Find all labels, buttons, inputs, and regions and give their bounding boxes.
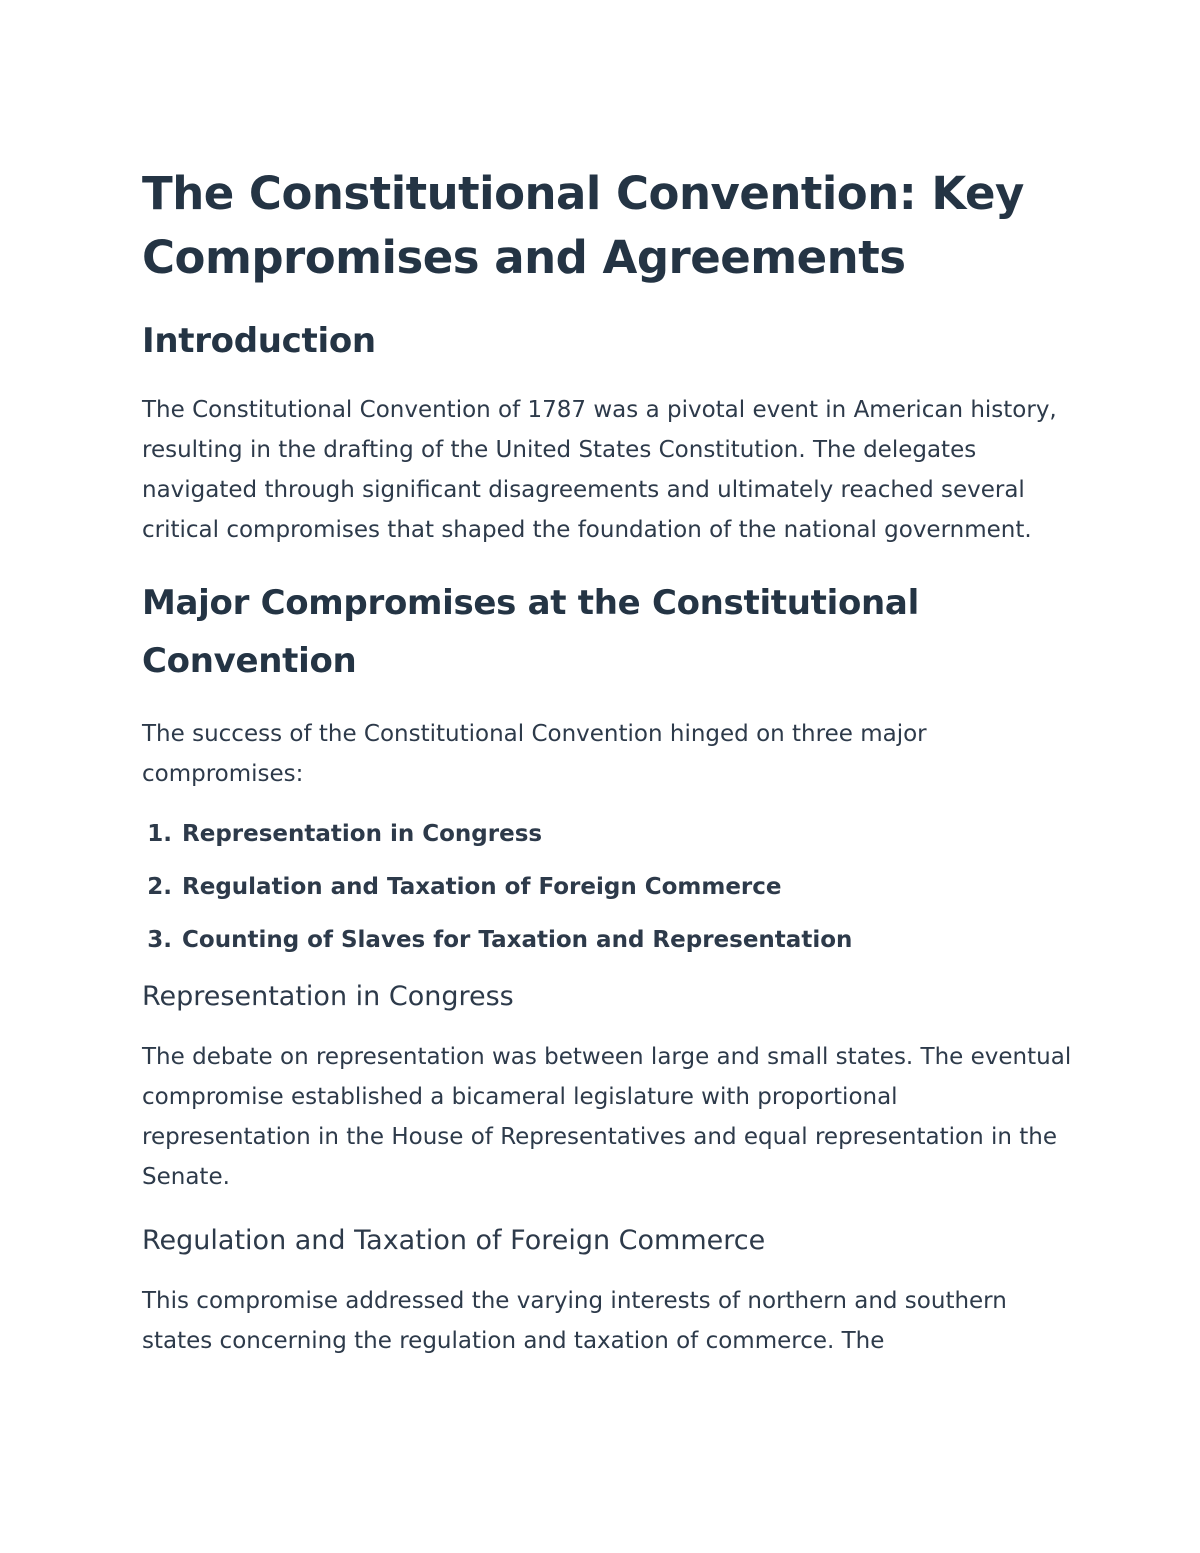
- list-item: [142, 818, 1072, 850]
- list-item-label: Regulation and Taxation of Foreign Commerce: [182, 874, 782, 900]
- list-item-number: 1.: [147, 821, 172, 847]
- commerce-paragraph: This compromise addressed the varying interests of northern and southern states concerning the regulation and taxation of commerce. The: [142, 1288, 1007, 1354]
- compromises-list: [142, 818, 1072, 956]
- list-item: [142, 871, 1072, 903]
- list-item-label: Representation in Congress: [182, 821, 543, 847]
- major-compromises-heading: Major Compromises at the Constitutional Convention: [142, 583, 919, 681]
- representation-heading: Representation in Congress: [142, 981, 514, 1012]
- list-item: [142, 924, 1072, 956]
- list-item-label: Counting of Slaves for Taxation and Representation: [182, 927, 853, 953]
- list-item-number: 3.: [147, 927, 172, 953]
- introduction-heading: Introduction: [142, 321, 376, 361]
- list-item-number: 2.: [147, 874, 172, 900]
- representation-paragraph: The debate on representation was between large and small states. The eventual compromise established a bicameral legislature with proportional representation in the House of Representatives and equal representation in the Senate.: [142, 1044, 1072, 1190]
- commerce-heading: Regulation and Taxation of Foreign Commerce: [142, 1225, 766, 1256]
- document-page: [142, 162, 1072, 1385]
- major-compromises-paragraph: The success of the Constitutional Convention hinged on three major compromises:: [142, 721, 927, 787]
- introduction-paragraph: The Constitutional Convention of 1787 was a pivotal event in American history, resulting in the drafting of the United States Constitution. The delegates navigated through significant disagreements and ultimately reached several critical compromises that shaped the foundation of the national government.: [142, 397, 1057, 543]
- document-title: The Constitutional Convention: Key Compromises and Agreements: [142, 167, 1024, 284]
